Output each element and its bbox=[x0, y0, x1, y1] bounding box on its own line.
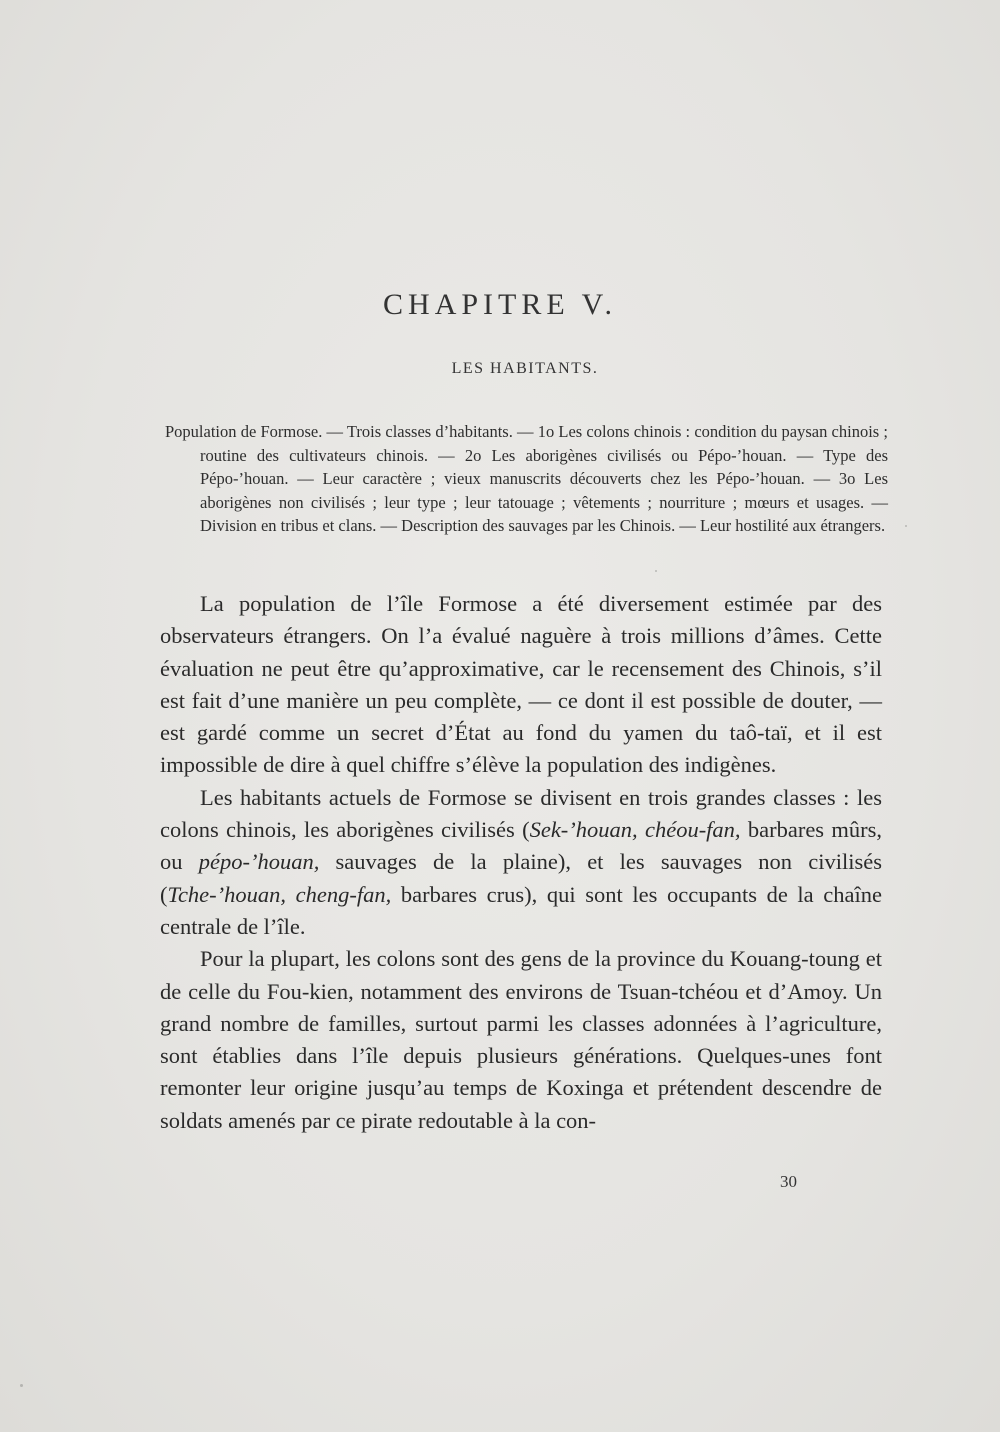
page-number: 30 bbox=[780, 1172, 797, 1191]
body-text bbox=[160, 588, 882, 1137]
paragraph-2 bbox=[160, 782, 882, 943]
chapter-title: CHAPITRE V. bbox=[383, 288, 617, 321]
chapter-summary bbox=[165, 420, 888, 538]
paper-speck bbox=[905, 525, 907, 527]
paragraph-2-italic: Tche-’houan, cheng-fan, bbox=[167, 881, 392, 907]
paragraph-2-italic: Sek-’houan, chéou-fan, bbox=[529, 817, 741, 843]
paragraph-3: Pour la plupart, les colons sont des gens de la province du Kouang-toung et de celle du Fou-kien, notamment des environs de Tsuan-tchéou et d’Amoy. Un grand nombre de familles, surtout parmi les classes adonnées à l’agriculture, sont établies dans l’île depuis plusieurs générations. Quelques-unes font remonter leur origine jusqu’au temps de Koxinga et prétendent descendre de soldats amenés par ce pirate redoutable à la con- bbox=[160, 946, 882, 1133]
paragraph-2-part: sauvages de la plaine), et les sauvages non civilisés ( bbox=[160, 849, 883, 907]
paragraph-2-part: barbares crus), qui sont les occupants de la chaîne centrale de l’île. bbox=[160, 881, 882, 939]
chapter-summary-text: Population de Formose. — Trois classes d’habitants. — 1o Les colons chinois : condition du paysan chinois ; routine des cultivateurs chinois. — 2o Les aborigènes civilisés ou Pépo-’houan. — Type des Pépo-’houan. — Leur caractère ; vieux manuscrits découverts chez les Pépo-’houan. — 3o Les aborigènes non civilisés ; leur type ; leur tatouage ; vêtements ; nourriture ; mœurs et usages. — Division en tribus et clans. — Description des sauvages par les Chinois. — Leur hostilité aux étrangers. bbox=[165, 422, 888, 535]
paper-speck bbox=[655, 570, 657, 572]
paper-speck bbox=[20, 1384, 23, 1387]
paragraph-2-italic: pépo-’houan, bbox=[198, 849, 320, 875]
paragraph-2-part: barbares mûrs, ou bbox=[160, 817, 882, 875]
paragraph-1: La population de l’île Formose a été diversement estimée par des observateurs étrangers. On l’a évalué naguère à trois millions d’âmes. Cette évaluation ne peut être qu’approximative, car le recensement des Chinois, s’il est fait d’une manière un peu complète, — ce dont il est possible de douter, — est gardé comme un secret d’État au fond du yamen du taô-taï, et il est impossible de dire à quel chiffre s’élève la population des indigènes. bbox=[160, 591, 882, 778]
section-title: LES HABITANTS. bbox=[451, 360, 599, 377]
paragraph-2-part: Les habitants actuels de Formose se divisent en trois grandes classes : les colons chinois, les aborigènes civilisés ( bbox=[160, 784, 882, 843]
